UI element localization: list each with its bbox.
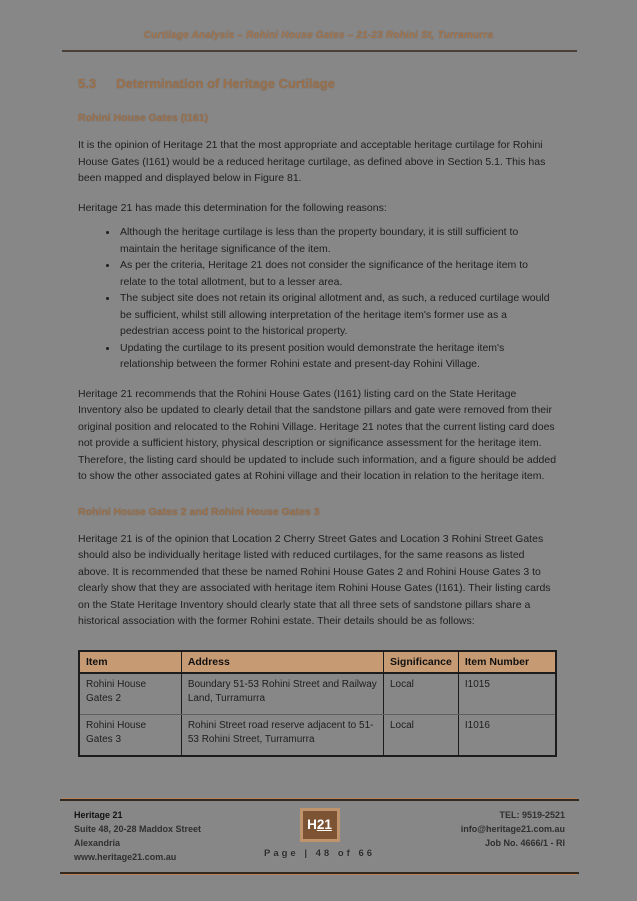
paragraph-gates-2-3-opinion: Heritage 21 is of the opinion that Location 2 Cherry Street Gates and Location 3 Rohini Street Gates should also be individually heritage listed with reduced curtilages, for the same reasons as listed above. It is recommended that these be named Rohini House Gates 2 and Rohini House Gates 3 to clearly show that they are associated with heritage item Rohini House Gates (I161). Their listing cards on the State Heritage Inventory should clearly state that all three sets of sandstone pillars share a historical association with the former Rohini estate. Their details should be as follows: xyxy=(78,532,551,627)
footer-website: www.heritage21.com.au xyxy=(74,852,177,862)
running-header xyxy=(0,0,637,41)
subheading-rohini-house-gates: Rohini House Gates (I161) xyxy=(78,112,209,124)
page-body xyxy=(0,76,637,757)
header-title: Curtilage Analysis – Rohini House Gates – 21-23 Rohini St, Turramurra xyxy=(143,30,494,41)
column-header-significance: Significance xyxy=(384,651,459,673)
logo-number-21: 21 xyxy=(316,817,332,833)
list-item: • Although the heritage curtilage is less than the property boundary, it is still sufficient to maintain the heritage significance of the item. xyxy=(118,224,557,257)
footer-address-block xyxy=(74,808,238,864)
cell-address: Rohini Street road reserve adjacent to 51-53 Rohini Street, Turramurra xyxy=(181,714,383,756)
logo-letter-h: H xyxy=(307,817,317,833)
table-row xyxy=(79,673,556,715)
column-header-item-number: Item Number xyxy=(458,651,556,673)
cell-address: Boundary 51-53 Rohini Street and Railway Land, Turramurra xyxy=(181,673,383,715)
cell-item: Rohini House Gates 2 xyxy=(79,673,181,715)
reasons-list xyxy=(78,224,557,373)
footer-contact-block xyxy=(401,808,565,864)
cell-item-number: I1016 xyxy=(464,719,490,731)
footer-street-address: Suite 48, 20-28 Maddox Street xyxy=(74,824,202,834)
section-number: 5.3 xyxy=(78,76,97,91)
header-divider xyxy=(62,50,577,52)
paragraph-opinion: It is the opinion of Heritage 21 that the most appropriate and acceptable heritage curtilage for Rohini House Gates (I161) would be a reduced heritage curtilage, as defined above in Section 5.1. This has been mapped and displayed below in Figure 81. xyxy=(78,139,546,184)
running-footer xyxy=(60,799,579,874)
column-header-item: Item xyxy=(79,651,181,673)
column-header-address: Address xyxy=(181,651,383,673)
footer-telephone: TEL: 9519-2521 xyxy=(499,810,566,820)
cell-item-number: I1015 xyxy=(458,673,556,715)
paragraph-reasons-intro: Heritage 21 has made this determination for the following reasons: xyxy=(78,201,387,214)
subheading-gates-2-and-3: Rohini House Gates 2 and Rohini House Gates 3 xyxy=(78,505,320,518)
table-row xyxy=(79,714,556,756)
section-title: Determination of Heritage Curtilage xyxy=(116,76,335,91)
cell-significance: Local xyxy=(384,673,459,715)
footer-company-name: Heritage 21 xyxy=(74,810,123,820)
list-item: • The subject site does not retain its original allotment and, as such, a reduced curtilage would be sufficient, whilst still allowing interpretation of the heritage item's former use as a pedestrian access point to the historical property. xyxy=(118,290,557,340)
section-heading xyxy=(78,76,557,91)
cell-item: Rohini House Gates 3 xyxy=(79,714,181,756)
footer-center-block xyxy=(238,808,402,864)
footer-suburb: Alexandria xyxy=(74,838,121,848)
list-item: • Updating the curtilage to its present position would demonstrate the heritage item's relationship between the former Rohini estate and present-day Rohini Village. xyxy=(118,340,557,373)
paragraph-recommendation: Heritage 21 recommends that the Rohini House Gates (I161) listing card on the State Heritage Inventory also be updated to clearly detail that the sandstone pillars and gate were removed from their original position and relocated to the Rohini Village. Heritage 21 notes that the current listing card does not provide a sufficient history, physical description or significance assessment for the heritage item. Therefore, the listing card should be updated to include such information, and a figure should be added to show the other associated gates at Rohini village and their location in relation to the heritage item. xyxy=(78,387,557,482)
page-number: Page | 48 of 66 xyxy=(263,848,376,859)
list-item: • As per the criteria, Heritage 21 does not consider the significance of the heritage item to relate to the total allotment, but to a lesser area. xyxy=(118,257,557,290)
footer-job-number: Job No. 4666/1 - RI xyxy=(484,838,566,848)
footer-email: info@heritage21.com.au xyxy=(460,824,566,834)
heritage21-logo xyxy=(300,808,340,842)
cell-significance: Local xyxy=(384,714,459,756)
heritage-items-table xyxy=(78,650,557,757)
table-header-row xyxy=(79,651,556,673)
